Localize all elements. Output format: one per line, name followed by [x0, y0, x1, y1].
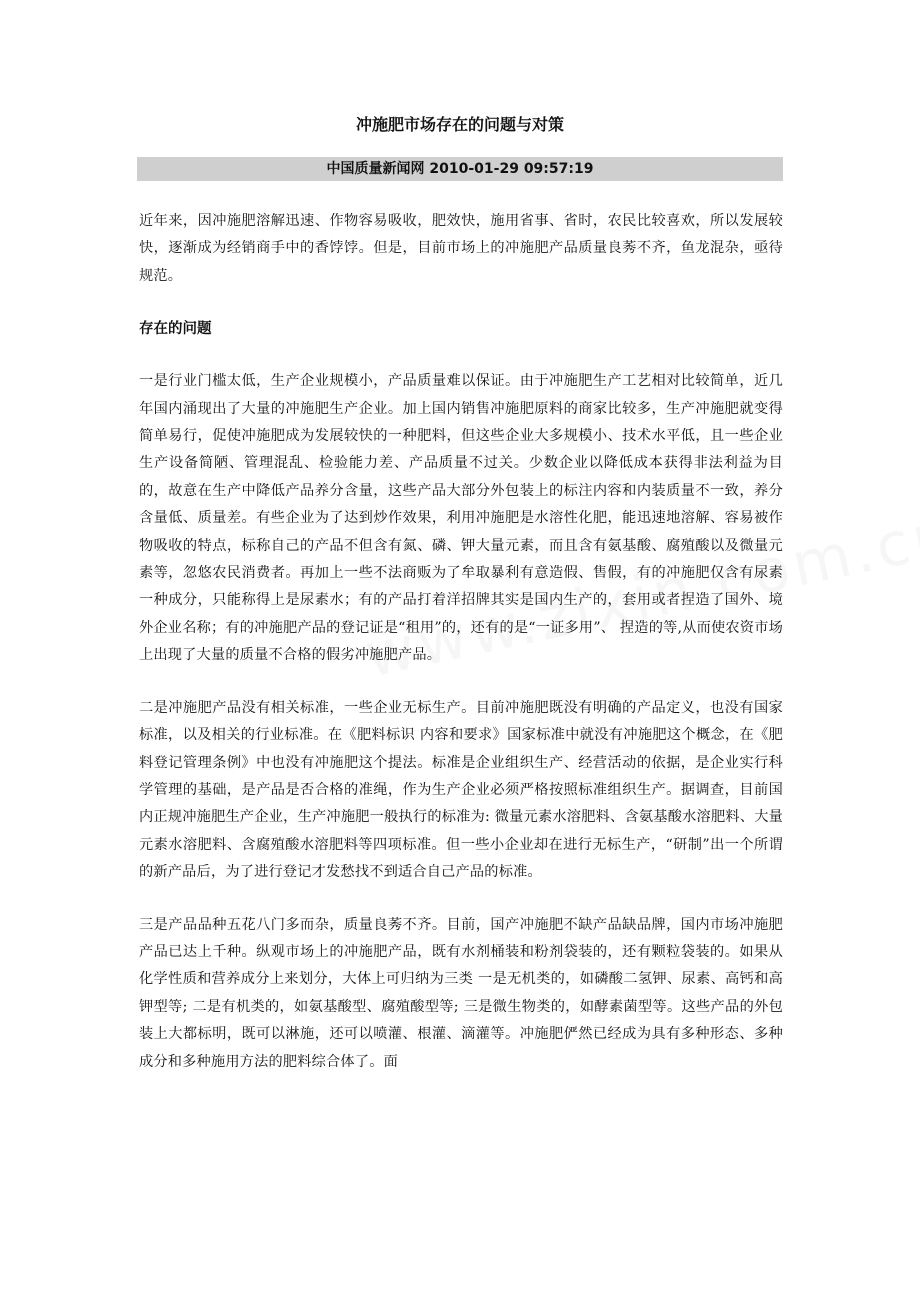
intro-paragraph: 近年来，因冲施肥溶解迅速、作物容易吸收，肥效快，施用省事、省时，农民比较喜欢，所以发展较快，逐渐成为经销商手中的香饽饽。但是，目前市场上的冲施肥产品质量良莠不齐，鱼龙混杂，亟待规范。 — [139, 213, 783, 284]
problem-2-paragraph: 二是冲施肥产品没有相关标准，一些企业无标生产。目前冲施肥既没有明确的产品定义，也没有国家标准，以及相关的行业标准。在《肥料标识 内容和要求》国家标准中就没有冲施肥这个概念，在《肥料登记管理条例》中也没有冲施肥这个提法。标准是企业组织生产、经营活动的依据，是企业实行科学管理的基础，是产品是否合格的准绳，作为生产企业必须严格按照标准组织生产。据调查，目前国内正规冲施肥生产企业，生产冲施肥一般执行的标准为: 微量元素水溶肥料、含氨基酸水溶肥料、大量元素水溶肥料、含腐殖酸水溶肥料等四项标准。但一些小企业却在进行无标生产，“研制”出一个所谓的新产品后，为了进行登记才发愁找不到适合自己产品的标准。 — [139, 699, 783, 881]
article-title: 冲施肥市场存在的问题与对策 — [355, 115, 564, 134]
problem-3-paragraph: 三是产品品种五花八门多而杂，质量良莠不齐。目前，国产冲施肥不缺产品缺品牌，国内市场冲施肥产品已达上千种。纵观市场上的冲施肥产品，既有水剂桶装和粉剂袋装的，还有颗粒袋装的。如果从化学性质和营养成分上来划分，大体上可归纳为三类 一是无机类的，如磷酸二氢钾、尿素、高钙和高钾型等; 二是有机类的，如氨基酸型、腐殖酸型等; 三是微生物类的，如酵素菌型等。这些产品的外包装上大都标明，既可以淋施，还可以喷灌、根灌、滴灌等。冲施肥俨然已经成为具有多种形态、多种成分和多种施用方法的肥料综合体了。面 — [139, 916, 783, 1070]
source-date-bar: 中国质量新闻网 2010-01-29 09:57:19 — [137, 157, 783, 181]
article-body — [139, 208, 783, 1101]
problem-1-paragraph: 一是行业门槛太低，生产企业规模小，产品质量难以保证。由于冲施肥生产工艺相对比较简单，近几年国内涌现出了大量的冲施肥生产企业。加上国内销售冲施肥原料的商家比较多，生产冲施肥就变得简单易行，促使冲施肥成为发展较快的一种肥料，但这些企业大多规模小、技术水平低，且一些企业生产设备简陋、管理混乱、检验能力差、产品质量不过关。少数企业以降低成本获得非法利益为目的，故意在生产中降低产品养分含量，这些产品大部分外包装上的标注内容和内装质量不一致，养分含量低、质量差。有些企业为了达到炒作效果，利用冲施肥是水溶性化肥，能迅速地溶解、容易被作物吸收的特点，标称自己的产品不但含有氮、磷、钾大量元素，而且含有氨基酸、腐殖酸以及微量元素等，忽悠农民消费者。再加上一些不法商贩为了牟取暴利有意造假、售假，有的冲施肥仅含有尿素一种成分，只能称得上是尿素水；有的产品打着洋招牌其实是国内生产的，套用或者捏造了国外、境外企业名称；有的冲施肥产品的登记证是“租用”的，还有的是“一证多用”、 捏造的等,从而使农资市场上出现了大量的质量不合格的假劣冲施肥产品。 — [139, 373, 783, 664]
section-heading: 存在的问题 — [139, 321, 212, 338]
